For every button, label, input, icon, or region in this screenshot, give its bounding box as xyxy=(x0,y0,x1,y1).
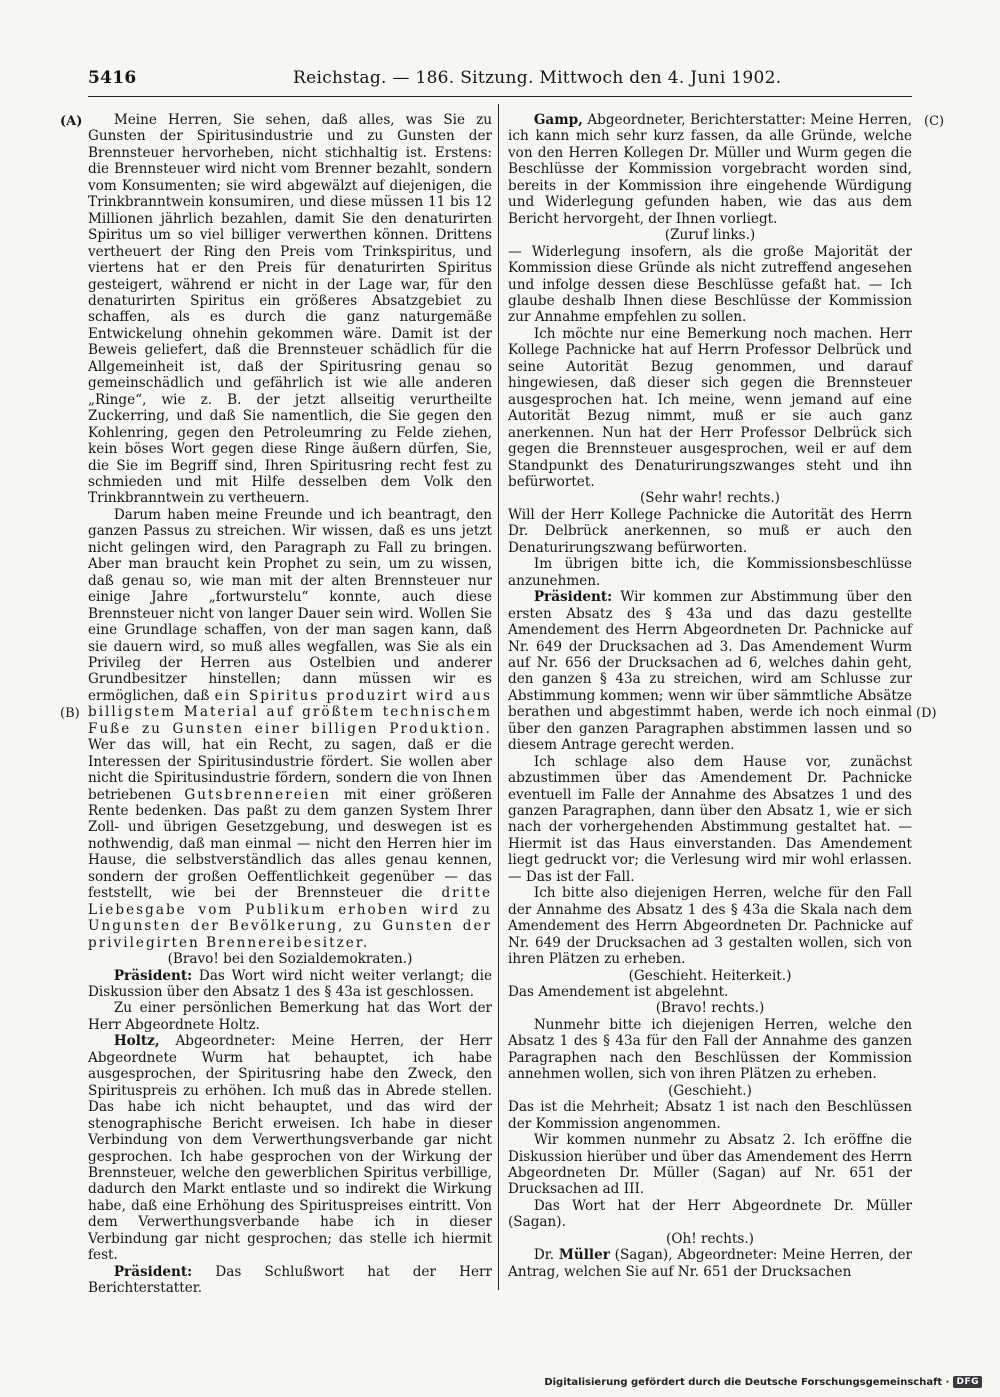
interjection: (Bravo! bei den Sozialdemokraten.) xyxy=(167,951,413,968)
paragraph xyxy=(508,1247,912,1280)
running-title: Reichstag. — 186. Sitzung. Mittwoch den 4. Juni 1902. xyxy=(293,68,782,88)
text-run: Dr. xyxy=(533,1247,559,1264)
text-run: Wer das will, hat ein Recht, zu sagen, daß er die Interessen der Spiritusindustrie fördert. Sie wollen aber nicht die Spiritusindustrie fördern, sondern die von Ihnen betriebenen xyxy=(88,737,492,803)
paragraph: Ich bitte also diejenigen Herren, welche für den Fall der Annahme des Absatz 1 des § 43a die Skala nach dem Amendement des Herrn Abgeordneten Dr. Pachnicke auf Nr. 649 der Drucksachen ad 3 gestalten wollen, sich von ihren Plätzen zu erheben. xyxy=(508,885,912,968)
paragraph xyxy=(88,968,492,1001)
margin-marker-c: (C) xyxy=(924,114,945,129)
speaker-name: Präsident: xyxy=(113,967,193,984)
right-column xyxy=(508,112,912,1280)
paragraph: Will der Herr Kollege Pachnicke die Autorität des Herrn Dr. Delbrück anerkennen, so muß er auch den Denaturirungszwang befürworten. xyxy=(508,506,912,556)
interjection: (Sehr wahr! rechts.) xyxy=(640,490,780,507)
paragraph: Wir kommen nunmehr zu Absatz 2. Ich eröffne die Diskussion hierüber und über das Amendement des Herrn Abgeordneten Dr. Müller (Sagan) auf Nr. 651 der Drucksachen ad III. xyxy=(508,1132,912,1198)
interjection: (Oh! rechts.) xyxy=(666,1230,754,1247)
paragraph: Das Amendement ist abgelehnt. xyxy=(508,984,729,1001)
dfg-logo-icon: DFG xyxy=(953,1376,982,1388)
text-run: Das Wort wird nicht weiter verlangt; die Diskussion über den Absatz 1 des § 43a ist geschlossen. xyxy=(88,967,492,1001)
speaker-name: Holtz, xyxy=(113,1033,160,1050)
emphasized-text: Gutsbrennereien xyxy=(184,786,331,803)
paragraph: Meine Herren, Sie sehen, daß alles, was Sie zu Gunsten der Spiritusindustrie und zu Gunsten der Brennsteuer hervorheben, nicht stichhaltig ist. Erstens: die Brennsteuer wird nicht vom Brenner bezahlt, sondern vom Konsumenten; sie wird abgewälzt auf diejenigen, die Trinkbranntwein konsumiren, und diese müssen 11 bis 12 Millionen jährlich bezahlen, damit Sie den denaturirten Spiritus um so viel billiger verwerthen können. Drittens vertheuert der Ring den Preis vom Trinkspiritus, und viertens hat er den Preis für denaturirten Spiritus gesteigert, während er nicht in der Lage war, für den denaturirten Spiritus ein größeres Absatzgebiet zu schaffen, als es durch die ganz naturgemäße Entwickelung ohnehin gekommen wäre. Damit ist der Beweis geliefert, daß die Brennsteuer schädlich für die Allgemeinheit ist, daß der Spiritusring genau so gemeinschädlich und gefährlich ist wie alle anderen „Ringe“, wie z. B. der jetzt allseitig verurtheilte Zuckerring, und daß Sie namentlich, die Sie gegen den Kohlenring, gegen den Petroleumring zu Felde ziehen, kein böses Wort gegen diese Ringe äußern dürfen, Sie, die Sie im Begriff sind, Ihren Spiritusring recht fest zu schmieden und mit Hilfe desselben dem Volk den Trinkbranntwein zu vertheuern. xyxy=(88,112,492,507)
text-run: Abgeordneter: Meine Herren, der Herr Abgeordnete Wurm hat behauptet, ich habe ausgesprochen, der Spiritusring habe den Zweck, den Spirituspreis zu erhöhen. Ich muß das in Abrede stellen. Das habe ich nicht behauptet, und das wird der stenographische Bericht erweisen. Ich habe in dieser Verbindung von dem Verwerthungsverbande gar nicht gesprochen. Ich habe gesprochen von der Wirkung der Brennsteuer, welche den gewerblichen Spiritus verbillige, dadurch den Markt entlaste und so indirekt die Wirkung habe, daß eine Erhöhung des Spirituspreises eintritt. Von dem Verwerthungsverbande habe ich in dieser Verbindung gar nicht gesprochen; das stelle ich hiermit fest. xyxy=(88,1033,492,1264)
footer-text: Digitalisierung gefördert durch die Deutsche Forschungsgemeinschaft · xyxy=(544,1376,950,1388)
interjection: (Zuruf links.) xyxy=(664,227,756,244)
speaker-name: Präsident: xyxy=(113,1263,193,1280)
paragraph: Das ist die Mehrheit; Absatz 1 ist nach den Beschlüssen der Kommission angenommen. xyxy=(508,1099,912,1132)
margin-marker-d: (D) xyxy=(916,706,937,721)
text-run: Abgeordneter, Berichterstatter: Meine Herren, ich kann mich sehr kurz fassen, da alle Gründe, welche von den Herren Kollegen Dr. Müller und Wurm gegen die Beschlüsse der Kommission vorgebracht worden sind, bereits in der Kommission ihre eingehende Würdigung und Widerlegung gefunden haben, wie das aus dem Bericht hervorgeht, der Ihnen vorliegt. xyxy=(508,112,912,227)
emphasized-text: dritte Liebesgabe vom Publikum erhoben wird zu Ungunsten der Bevölkerung, zu Gunsten der privilegirten Brennereibesitzer. xyxy=(88,885,492,951)
interjection: (Geschieht.) xyxy=(668,1082,752,1099)
paragraph: Im übrigen bitte ich, die Kommissionsbeschlüsse anzunehmen. xyxy=(508,556,912,589)
paragraph xyxy=(88,1264,492,1297)
text-run: Wir kommen zur Abstimmung über den ersten Absatz des § 43a und das dazu gestellte Amendement des Herrn Abgeordneten Dr. Pachnicke auf Nr. 649 der Drucksachen ad 3. Das Amendement Wurm auf Nr. 656 der Drucksachen ad 6, welches dahin geht, den ganzen § 43a zu streichen, wird am Schlusse zur Abstimmung kommen; wenn wir über sämmtliche Absätze berathen und abgestimmt haben, werde ich noch einmal über den ganzen Paragraphen abstimmen lassen und so diesem Antrage gerecht werden. xyxy=(508,589,912,754)
paragraph xyxy=(508,112,912,227)
paragraph xyxy=(88,1033,492,1263)
paragraph: Zu einer persönlichen Bemerkung hat das Wort der Herr Abgeordnete Holtz. xyxy=(88,1000,492,1033)
speaker-name: Müller xyxy=(558,1247,610,1264)
speaker-name: Präsident: xyxy=(533,589,613,606)
text-run: (Sagan), Abgeordneter: Meine Herren, der Antrag, welchen Sie auf Nr. 651 der Drucksachen xyxy=(508,1247,912,1280)
interjection: (Geschieht. Heiterkeit.) xyxy=(628,967,792,984)
margin-marker-b: (B) xyxy=(60,706,80,721)
left-column xyxy=(88,112,492,1297)
paragraph: — Widerlegung insofern, als die große Majorität der Kommission diese Gründe als nicht zutreffend angesehen und infolge dessen diese Beschlüsse gefaßt hat. — Ich glaube deshalb Ihnen diese Beschlüsse der Kommission zur Annahme empfehlen zu sollen. xyxy=(508,243,912,326)
paragraph xyxy=(508,589,912,754)
page-header xyxy=(88,68,912,94)
speaker-name: Gamp, xyxy=(533,112,583,128)
column-divider xyxy=(498,104,499,1290)
margin-marker-a: (A) xyxy=(60,114,83,129)
text-run: mit einer größeren Rente bedenken. Das paßt zu dem ganzen System Ihrer Zoll- und übrigen Gesetzgebung, und deswegen ist es nothwendig, daß man einmal — nicht den Herren hier im Hause, die selbstverständlich das alles genau kennen, sondern der großen Oeffentlichkeit gegenüber — das feststellt, wie bei der Brennsteuer die xyxy=(88,786,492,902)
paragraph: Das Wort hat der Herr Abgeordnete Dr. Müller (Sagan). xyxy=(508,1197,912,1231)
paragraph: Ich schlage also dem Hause vor, zunächst abzustimmen über das Amendement Dr. Pachnicke eventuell im Falle der Annahme des Absatzes 1 und des ganzen Paragraphen, dann über den Absatz 1, wie er sich nach der vorhergehenden Abstimmung gestaltet hat. — Hiermit ist das Haus einverstanden. Das Amendement liegt gedruckt vor; die Verlesung wird mir wohl erlassen. — Das ist der Fall. xyxy=(508,753,912,885)
paragraph: Nunmehr bitte ich diejenigen Herren, welche den Absatz 1 des § 43a für den Fall der Annahme des ganzen Paragraphen nach den Beschlüssen der Kommission annehmen wollen, sich von ihren Plätzen zu erheben. xyxy=(508,1016,912,1083)
emphasized-text: ein Spiritus produzirt wird aus billigstem Material auf größtem technischem Fuße zu Gunsten einer billigen Produktion. xyxy=(88,687,492,737)
digitization-footer xyxy=(544,1375,982,1389)
text-run: Das Schlußwort hat der Herr Berichterstatter. xyxy=(88,1263,492,1297)
interjection: (Bravo! rechts.) xyxy=(655,1000,765,1017)
paragraph: Ich möchte nur eine Bemerkung noch machen. Herr Kollege Pachnicke hat auf Herrn Professor Delbrück und seine Autorität Bezug genommen, und darauf hingewiesen, daß dieser sich gegen die Brennsteuer ausgesprochen hat. Ich meine, wenn jemand auf eine Autorität Bezug nimmt, muß er sie auch ganz anerkennen. Nun hat der Herr Professor Delbrück sich gegen die Brennsteuer ausgesprochen, weil er auf dem Standpunkt des Denaturirungszwanges steht und ihn befürwortet. xyxy=(508,325,912,490)
text-run: Darum haben meine Freunde und ich beantragt, den ganzen Passus zu streichen. Wir wissen, daß es uns jetzt nicht gelingen wird, den Paragraph zu Fall zu bringen. Aber man braucht kein Prophet zu sein, um zu wissen, daß genau so, wie man mit der alten Brennsteuer nur einige Jahre „fortwurstelu“ konnte, auch diese Brennsteuer nicht von langer Dauer sein wird. Wollen Sie eine Grundlage schaffen, von der man sagen kann, daß sie dauern wird, so muß alles wegfallen, was Sie als ein Privileg der Herren aus Ostelbien und anderer Grundbesitzer hinstellen; dann müssen wir es ermöglichen, daß xyxy=(88,506,492,704)
page-number: 5416 xyxy=(88,68,137,88)
paragraph xyxy=(88,507,492,951)
header-rule xyxy=(88,96,912,97)
